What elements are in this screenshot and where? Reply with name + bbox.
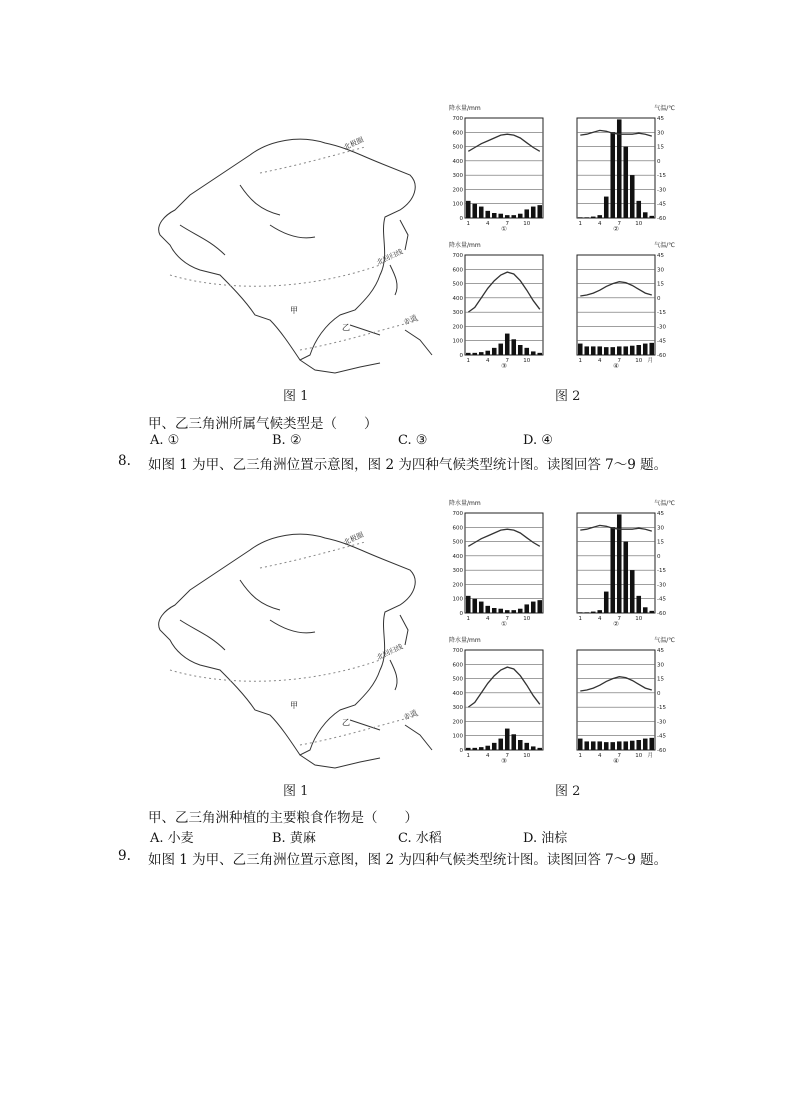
precip-bar-8 — [623, 741, 628, 750]
temp-tick-label: -30 — [657, 324, 666, 331]
precip-bar-4 — [485, 746, 490, 750]
precip-bar-11 — [531, 351, 536, 355]
map-label-jia: 甲 — [290, 701, 298, 710]
precip-bar-12 — [649, 738, 654, 750]
precip-tick-label: 0 — [459, 353, 463, 359]
precip-tick-label: 100 — [452, 733, 463, 740]
precip-tick-label: 500 — [452, 539, 463, 546]
climate-charts-figure-2 — [447, 100, 677, 380]
month-tick-label: 7 — [617, 358, 621, 364]
option-d[interactable]: D. ④ — [523, 433, 553, 448]
precip-bar-11 — [643, 344, 648, 355]
precip-tick-label: 700 — [452, 116, 463, 122]
temp-tick-label: -60 — [657, 611, 666, 617]
precip-bar-1 — [466, 596, 471, 613]
temp-tick-label: 0 — [657, 158, 661, 165]
temp-tick-label: -60 — [657, 216, 666, 222]
precip-axis-title: 降水量/mm — [449, 637, 481, 644]
precip-bar-3 — [591, 612, 596, 613]
temp-tick-label: 45 — [657, 648, 664, 654]
temp-tick-label: -30 — [657, 187, 666, 194]
temp-tick-label: 30 — [657, 267, 664, 274]
month-tick-label: 10 — [635, 753, 643, 759]
climate-charts-svg — [447, 100, 677, 380]
precip-bar-1 — [578, 739, 583, 750]
precip-tick-label: 200 — [452, 324, 463, 331]
panel-number: ① — [501, 225, 507, 233]
climate-chart-panel-1 — [453, 511, 544, 628]
precip-bar-2 — [584, 612, 589, 613]
map-label-yi: 乙 — [342, 718, 350, 727]
month-tick-label: 4 — [486, 221, 490, 227]
climate-charts-figure-2-repeat — [447, 495, 677, 775]
month-tick-label: 10 — [523, 358, 531, 364]
precip-tick-label: 700 — [452, 511, 463, 517]
precip-bar-4 — [597, 610, 602, 613]
precip-bar-10 — [636, 740, 641, 750]
option-a-wheat[interactable]: A. 小麦 — [150, 831, 194, 846]
precip-bar-2 — [584, 741, 589, 750]
month-tick-label: 4 — [598, 616, 602, 622]
temp-axis-title: 气温/℃ — [654, 105, 675, 112]
chart-frame — [465, 118, 543, 218]
figure-1-caption-repeat: 图 1 — [283, 784, 309, 799]
precip-bar-9 — [630, 346, 635, 355]
option-b-jute[interactable]: B. 黄麻 — [272, 831, 316, 846]
precip-bar-6 — [610, 132, 615, 218]
precip-bar-9 — [630, 741, 635, 750]
panel-number: ② — [613, 225, 619, 233]
precip-bar-6 — [498, 344, 503, 355]
panel-number: ② — [613, 620, 619, 628]
temp-tick-label: -45 — [657, 596, 666, 603]
precip-bar-7 — [505, 334, 510, 355]
precip-bar-10 — [524, 743, 529, 750]
figure-1-caption: 图 1 — [283, 389, 309, 404]
option-c-rice[interactable]: C. 水稻 — [398, 831, 442, 846]
precip-bar-7 — [617, 741, 622, 750]
precip-tick-label: 0 — [459, 748, 463, 754]
question-8-text: 甲、乙三角洲种植的主要粮食作物是（ ） — [148, 810, 418, 826]
precip-bar-8 — [623, 147, 628, 218]
precip-bar-1 — [578, 344, 583, 355]
month-tick-label: 10 — [523, 221, 531, 227]
precip-bar-6 — [610, 527, 615, 613]
temp-tick-label: 15 — [657, 539, 664, 546]
month-tick-label: 7 — [617, 753, 621, 759]
figure-2-caption: 图 2 — [555, 389, 581, 404]
precip-bar-10 — [524, 209, 529, 218]
question-9-stem: 如图 1 为甲、乙三角洲位置示意图，图 2 为四种气候类型统计图。读图回答 7～9 题。 — [148, 852, 668, 868]
climate-chart-panel-2 — [577, 116, 666, 233]
option-b[interactable]: B. ② — [272, 433, 302, 448]
precip-bar-3 — [591, 346, 596, 355]
temp-tick-label: -15 — [657, 705, 666, 712]
precip-bar-11 — [643, 212, 648, 218]
precip-bar-4 — [597, 346, 602, 355]
precip-bar-2 — [472, 748, 477, 750]
month-tick-label: 7 — [617, 221, 621, 227]
precip-bar-10 — [636, 201, 641, 218]
precip-tick-label: 400 — [452, 158, 463, 165]
precip-bar-12 — [537, 353, 542, 355]
precip-bar-10 — [636, 596, 641, 613]
precip-bar-1 — [466, 201, 471, 218]
precip-tick-label: 300 — [452, 568, 463, 575]
precip-bar-5 — [492, 213, 497, 218]
month-tick-label: 10 — [635, 358, 643, 364]
map-figure-1 — [150, 125, 440, 375]
month-tick-label: 1 — [466, 616, 470, 622]
precip-tick-label: 400 — [452, 295, 463, 302]
precip-bar-5 — [492, 743, 497, 750]
precip-tick-label: 600 — [452, 267, 463, 274]
climate-chart-panel-4 — [577, 648, 666, 765]
precip-tick-label: 500 — [452, 144, 463, 151]
precip-bar-9 — [630, 175, 635, 218]
asia-map — [150, 125, 440, 375]
precip-bar-1 — [466, 748, 471, 750]
chart-frame — [577, 255, 655, 355]
precip-bar-7 — [505, 215, 510, 218]
temp-tick-label: 30 — [657, 525, 664, 532]
temp-tick-label: -60 — [657, 748, 666, 754]
precip-bar-5 — [492, 608, 497, 613]
precip-bar-1 — [578, 612, 583, 613]
month-tick-label: 1 — [578, 753, 582, 759]
precip-tick-label: 500 — [452, 676, 463, 683]
month-tick-label: 7 — [505, 753, 509, 759]
panel-number: ③ — [501, 362, 507, 370]
precip-bar-6 — [498, 739, 503, 750]
precip-bar-3 — [479, 602, 484, 613]
precip-bar-2 — [472, 204, 477, 218]
panel-number: ③ — [501, 757, 507, 765]
precip-tick-label: 0 — [459, 611, 463, 617]
option-d-oilpalm[interactable]: D. 油棕 — [523, 831, 568, 846]
precip-bar-9 — [518, 740, 523, 750]
map-figure-1-repeat — [150, 520, 440, 770]
month-tick-label: 10 — [635, 221, 643, 227]
month-tick-label: 10 — [523, 616, 531, 622]
precip-bar-3 — [591, 741, 596, 750]
map-label-tropic: 北回归线 — [375, 642, 405, 662]
temp-tick-label: 0 — [657, 553, 661, 560]
precip-tick-label: 100 — [452, 596, 463, 603]
precip-bar-10 — [636, 345, 641, 355]
month-unit-label: 月 — [647, 358, 653, 364]
precip-bar-4 — [485, 606, 490, 613]
precip-bar-9 — [630, 570, 635, 613]
precip-bar-3 — [591, 217, 596, 218]
precip-bar-5 — [492, 348, 497, 355]
temp-tick-label: 0 — [657, 295, 661, 302]
temp-tick-label: -45 — [657, 733, 666, 740]
precip-bar-7 — [505, 729, 510, 750]
precip-bar-12 — [537, 600, 542, 613]
precip-tick-label: 400 — [452, 690, 463, 697]
precip-bar-12 — [649, 343, 654, 355]
map-label-arctic: 北极圈 — [342, 135, 365, 152]
month-tick-label: 1 — [578, 221, 582, 227]
precip-axis-title: 降水量/mm — [449, 500, 481, 507]
precip-bar-3 — [479, 352, 484, 355]
precip-bar-2 — [472, 599, 477, 613]
month-tick-label: 7 — [617, 616, 621, 622]
climate-chart-panel-2 — [577, 511, 666, 628]
precip-tick-label: 700 — [452, 253, 463, 259]
precip-tick-label: 200 — [452, 719, 463, 726]
precip-bar-11 — [531, 602, 536, 613]
temp-tick-label: -15 — [657, 568, 666, 575]
precip-bar-4 — [597, 741, 602, 750]
precip-bar-4 — [597, 215, 602, 218]
temp-tick-label: 30 — [657, 130, 664, 137]
precip-bar-11 — [643, 607, 648, 613]
map-label-arctic: 北极圈 — [342, 530, 365, 547]
precip-tick-label: 0 — [459, 216, 463, 222]
precip-bar-5 — [604, 742, 609, 750]
precip-bar-8 — [623, 346, 628, 355]
month-tick-label: 10 — [523, 753, 531, 759]
precip-bar-12 — [537, 205, 542, 218]
precip-tick-label: 300 — [452, 310, 463, 317]
month-tick-label: 10 — [635, 616, 643, 622]
temp-axis-title: 气温/℃ — [654, 637, 675, 644]
precip-tick-label: 100 — [452, 201, 463, 208]
precip-bar-11 — [531, 207, 536, 218]
chart-frame — [577, 650, 655, 750]
precip-bar-9 — [518, 609, 523, 613]
temp-axis-title: 气温/℃ — [654, 500, 675, 507]
temp-tick-label: 45 — [657, 116, 664, 122]
precip-tick-label: 100 — [452, 338, 463, 345]
precip-bar-6 — [610, 347, 615, 355]
temp-tick-label: 45 — [657, 253, 664, 259]
month-tick-label: 4 — [598, 753, 602, 759]
month-tick-label: 1 — [578, 616, 582, 622]
question-8-stem: 如图 1 为甲、乙三角洲位置示意图，图 2 为四种气候类型统计图。读图回答 7～9 题。 — [148, 457, 668, 473]
precip-axis-title: 降水量/mm — [449, 242, 481, 249]
temp-tick-label: 15 — [657, 144, 664, 151]
climate-charts-svg-repeat — [447, 495, 677, 775]
precip-tick-label: 700 — [452, 648, 463, 654]
question-8-number: 8. — [118, 453, 131, 469]
temp-tick-label: -30 — [657, 582, 666, 589]
precip-tick-label: 300 — [452, 705, 463, 712]
month-tick-label: 4 — [486, 753, 490, 759]
map-label-yi: 乙 — [342, 323, 350, 332]
precip-bar-1 — [578, 217, 583, 218]
month-tick-label: 1 — [466, 753, 470, 759]
option-c[interactable]: C. ③ — [398, 433, 428, 448]
precip-bar-6 — [498, 609, 503, 613]
precip-tick-label: 600 — [452, 525, 463, 532]
precip-bar-9 — [518, 345, 523, 355]
precip-bar-10 — [524, 348, 529, 355]
precip-bar-5 — [604, 197, 609, 218]
temp-tick-label: -30 — [657, 719, 666, 726]
month-tick-label: 1 — [466, 221, 470, 227]
precip-bar-8 — [511, 339, 516, 355]
precip-bar-6 — [498, 214, 503, 218]
precip-bar-3 — [479, 747, 484, 750]
question-9-number: 9. — [118, 848, 131, 864]
precip-tick-label: 400 — [452, 553, 463, 560]
precip-bar-2 — [584, 346, 589, 355]
precip-bar-11 — [643, 739, 648, 750]
precip-tick-label: 200 — [452, 582, 463, 589]
panel-number: ① — [501, 620, 507, 628]
asia-map-repeat — [150, 520, 440, 770]
temp-tick-label: -45 — [657, 338, 666, 345]
temp-tick-label: -45 — [657, 201, 666, 208]
month-tick-label: 7 — [505, 616, 509, 622]
precip-bar-7 — [505, 610, 510, 613]
month-tick-label: 1 — [578, 358, 582, 364]
precip-bar-5 — [604, 347, 609, 355]
precip-tick-label: 200 — [452, 187, 463, 194]
precip-bar-12 — [537, 748, 542, 750]
precip-bar-8 — [511, 734, 516, 750]
climate-chart-panel-3 — [453, 648, 544, 765]
temp-tick-label: 0 — [657, 690, 661, 697]
temp-axis-title: 气温/℃ — [654, 242, 675, 249]
climate-chart-panel-1 — [453, 116, 544, 233]
month-tick-label: 4 — [486, 358, 490, 364]
temp-tick-label: -15 — [657, 173, 666, 180]
precip-tick-label: 600 — [452, 130, 463, 137]
precip-tick-label: 500 — [452, 281, 463, 288]
month-tick-label: 4 — [486, 616, 490, 622]
month-unit-label: 月 — [647, 753, 653, 759]
precip-bar-9 — [518, 214, 523, 218]
precip-tick-label: 300 — [452, 173, 463, 180]
precip-bar-4 — [485, 211, 490, 218]
option-a[interactable]: A. ① — [150, 433, 180, 448]
climate-chart-panel-3 — [453, 253, 544, 370]
precip-bar-5 — [604, 592, 609, 613]
map-label-jia: 甲 — [290, 306, 298, 315]
precip-bar-2 — [472, 353, 477, 355]
temp-tick-label: -15 — [657, 310, 666, 317]
precip-bar-3 — [479, 207, 484, 218]
precip-bar-2 — [584, 217, 589, 218]
panel-number: ④ — [613, 362, 619, 370]
month-tick-label: 7 — [505, 221, 509, 227]
precip-bar-8 — [623, 542, 628, 613]
map-label-equator: 赤道 — [402, 708, 419, 722]
climate-chart-panel-4 — [577, 253, 666, 370]
precip-bar-12 — [649, 611, 654, 613]
figure-2-caption-repeat: 图 2 — [555, 784, 581, 799]
month-tick-label: 4 — [598, 221, 602, 227]
precip-bar-8 — [511, 610, 516, 613]
precip-bar-11 — [531, 746, 536, 750]
precip-bar-10 — [524, 604, 529, 613]
precip-bar-8 — [511, 215, 516, 218]
precip-tick-label: 600 — [452, 662, 463, 669]
precip-bar-6 — [610, 742, 615, 750]
temp-tick-label: 30 — [657, 662, 664, 669]
chart-frame — [465, 513, 543, 613]
temp-tick-label: 15 — [657, 281, 664, 288]
precip-axis-title: 降水量/mm — [449, 105, 481, 112]
temp-tick-label: -60 — [657, 353, 666, 359]
question-7-text: 甲、乙三角洲所属气候类型是（ ） — [148, 416, 378, 432]
precip-bar-1 — [466, 353, 471, 355]
panel-number: ④ — [613, 757, 619, 765]
map-label-tropic: 北回归线 — [375, 247, 405, 267]
map-label-equator: 赤道 — [402, 313, 419, 327]
month-tick-label: 4 — [598, 358, 602, 364]
temp-tick-label: 45 — [657, 511, 664, 517]
temp-tick-label: 15 — [657, 676, 664, 683]
precip-bar-4 — [485, 351, 490, 355]
month-tick-label: 1 — [466, 358, 470, 364]
precip-bar-12 — [649, 216, 654, 218]
precip-bar-7 — [617, 346, 622, 355]
month-tick-label: 7 — [505, 358, 509, 364]
